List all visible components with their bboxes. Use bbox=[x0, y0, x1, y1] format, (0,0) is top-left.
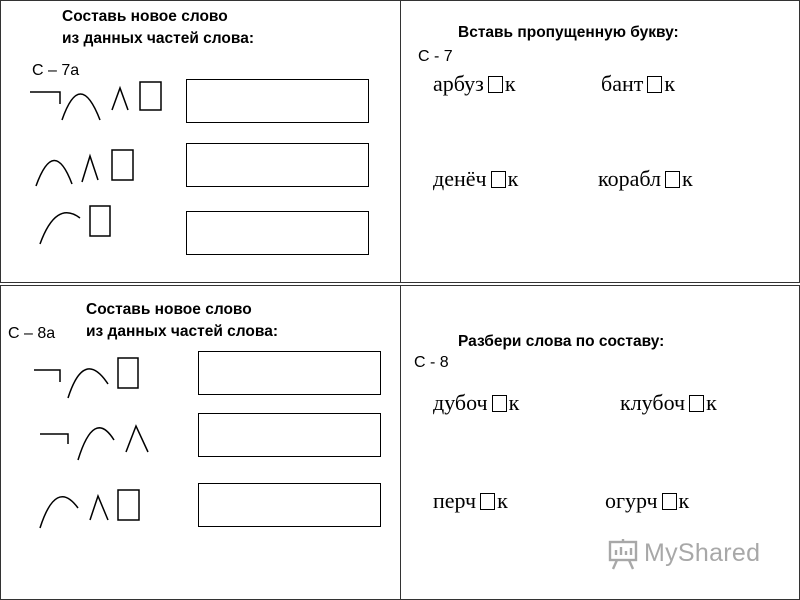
task-8-word-2 bbox=[620, 390, 717, 416]
task-7a-scheme-2 bbox=[28, 144, 168, 192]
missing-letter-box[interactable] bbox=[488, 76, 503, 93]
word-stem: бант bbox=[601, 71, 644, 96]
myshared-watermark bbox=[606, 535, 766, 573]
task-8a-answer-box-1[interactable] bbox=[198, 351, 381, 395]
missing-letter-box[interactable] bbox=[491, 171, 506, 188]
task-7-word-1 bbox=[433, 71, 516, 97]
word-ending: к bbox=[681, 166, 693, 191]
task-7-code: С - 7 bbox=[418, 48, 453, 65]
word-ending: к bbox=[497, 488, 508, 513]
task-8a-heading bbox=[86, 299, 278, 343]
missing-letter-box[interactable] bbox=[662, 493, 677, 510]
ending-symbol bbox=[112, 150, 133, 180]
task-7a-heading-line2: из данных частей слова: bbox=[62, 30, 255, 47]
task-7a-scheme-1 bbox=[28, 76, 168, 124]
task-8a-scheme-1 bbox=[30, 352, 170, 400]
root-symbol bbox=[40, 213, 80, 244]
suffix-symbol bbox=[82, 156, 98, 182]
task-7a-answer-box-3[interactable] bbox=[186, 211, 369, 255]
task-8-code: С - 8 bbox=[414, 354, 449, 371]
word-ending: к bbox=[507, 166, 519, 191]
suffix-symbol bbox=[90, 496, 108, 520]
task-8a-code: С – 8а bbox=[8, 325, 56, 342]
task-8-word-4 bbox=[605, 488, 689, 514]
task-7a-answer-box-2[interactable] bbox=[186, 143, 369, 187]
task-7a-answer-box-1[interactable] bbox=[186, 79, 369, 123]
root-symbol bbox=[62, 94, 100, 120]
suffix-symbol bbox=[126, 426, 148, 452]
presentation-board-icon bbox=[606, 537, 640, 571]
word-stem: денёч bbox=[433, 166, 487, 191]
prefix-symbol bbox=[30, 92, 60, 104]
word-ending: к bbox=[706, 390, 717, 415]
suffix-symbol bbox=[112, 88, 128, 110]
prefix-symbol bbox=[34, 370, 60, 382]
word-stem: огурч bbox=[605, 488, 658, 513]
word-stem: корабл bbox=[598, 166, 661, 191]
task-7a-code: С – 7а bbox=[32, 62, 80, 79]
word-ending: к bbox=[678, 488, 690, 513]
task-7a-heading bbox=[62, 6, 254, 50]
root-symbol bbox=[78, 428, 114, 460]
missing-letter-box[interactable] bbox=[689, 395, 704, 412]
prefix-symbol bbox=[40, 434, 68, 444]
word-stem: арбуз bbox=[433, 71, 484, 96]
ending-symbol bbox=[118, 490, 139, 520]
word-stem: клубоч bbox=[620, 390, 686, 415]
task-7-word-3 bbox=[433, 166, 518, 192]
word-stem: дубоч bbox=[433, 390, 488, 415]
task-8-word-1 bbox=[433, 390, 519, 416]
missing-letter-box[interactable] bbox=[647, 76, 662, 93]
ending-symbol bbox=[90, 206, 110, 236]
task-8-word-3 bbox=[433, 488, 508, 514]
root-symbol bbox=[36, 160, 72, 186]
task-8a-scheme-2 bbox=[30, 414, 170, 464]
root-symbol bbox=[68, 369, 108, 398]
task-7a-scheme-3 bbox=[28, 200, 168, 248]
ending-symbol bbox=[118, 358, 138, 388]
task-7-word-2 bbox=[601, 71, 675, 97]
task-8a-answer-box-2[interactable] bbox=[198, 413, 381, 457]
missing-letter-box[interactable] bbox=[492, 395, 507, 412]
task-8a-scheme-3 bbox=[30, 482, 170, 530]
task-8-heading: Разбери слова по составу: bbox=[458, 333, 665, 350]
ending-symbol bbox=[140, 82, 161, 110]
myshared-logo-text: MyShared bbox=[644, 539, 761, 567]
word-stem: перч bbox=[433, 488, 477, 513]
missing-letter-box[interactable] bbox=[480, 493, 495, 510]
task-7-word-4 bbox=[598, 166, 693, 192]
task-8a-heading-line1: Составь новое слово bbox=[86, 301, 252, 318]
task-8a-answer-box-3[interactable] bbox=[198, 483, 381, 527]
word-ending: к bbox=[508, 390, 520, 415]
missing-letter-box[interactable] bbox=[665, 171, 680, 188]
root-symbol bbox=[40, 497, 78, 528]
word-ending: к bbox=[664, 71, 676, 96]
task-7a-heading-line1: Составь новое слово bbox=[62, 8, 228, 25]
word-ending: к bbox=[504, 71, 516, 96]
task-8a-heading-line2: из данных частей слова: bbox=[86, 323, 279, 340]
task-7-heading: Вставь пропущенную букву: bbox=[458, 24, 679, 41]
